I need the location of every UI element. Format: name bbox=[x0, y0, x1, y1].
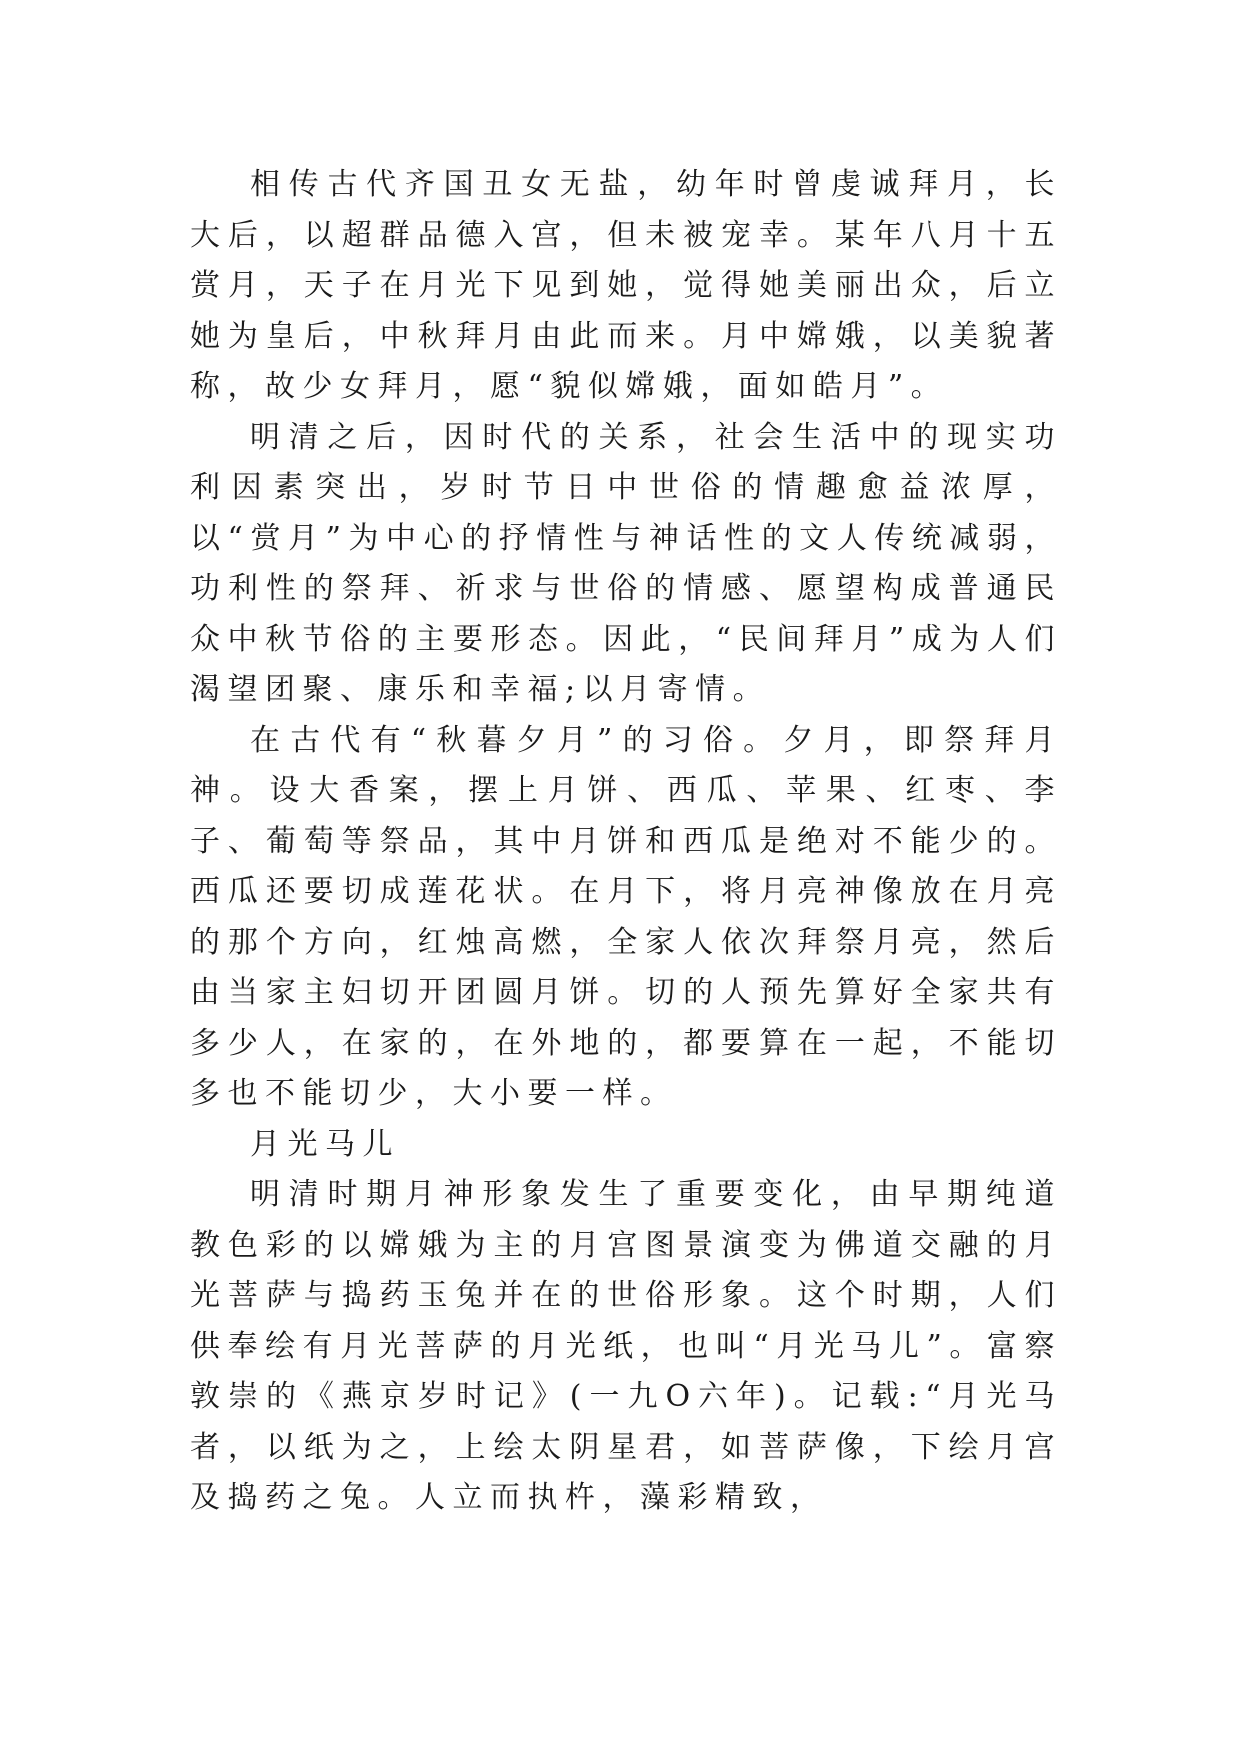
document-body bbox=[190, 160, 1062, 1524]
paragraph-autumn-moon-worship: 在古代有“秋暮夕月”的习俗。夕月，即祭拜月神。设大香案，摆上月饼、西瓜、苹果、红枣、李子、葡萄等祭品，其中月饼和西瓜是绝对不能少的。西瓜还要切成莲花状。在月下，将月亮神像放在月亮的那个方向，红烛高燃，全家人依次拜祭月亮，然后由当家主妇切开团圆月饼。切的人预先算好全家共有多少人，在家的，在外地的，都要算在一起，不能切多也不能切少，大小要一样。 bbox=[190, 722, 1062, 1111]
paragraph-ming-qing-customs: 明清之后，因时代的关系，社会生活中的现实功利因素突出，岁时节日中世俗的情趣愈益浓厚，以“赏月”为中心的抒情性与神话性的文人传统减弱，功利性的祭拜、祈求与世俗的情感、愿望构成普通民众中秋节俗的主要形态。因此，“民间拜月”成为人们渴望团聚、康乐和幸福;以月寄情。 bbox=[190, 419, 1062, 707]
paragraph-moon-paper: 明清时期月神形象发生了重要变化，由早期纯道教色彩的以嫦娥为主的月宫图景演变为佛道交融的月光菩萨与捣药玉兔并在的世俗形象。这个时期，人们供奉绘有月光菩萨的月光纸，也叫“月光马儿”。富察敦崇的《燕京岁时记》(一九O六年)。记载:“月光马者，以纸为之，上绘太阴星君，如菩萨像，下绘月宫及捣药之兔。人立而执杵，藻彩精致， bbox=[190, 1177, 1062, 1515]
paragraph-wuyan-legend: 相传古代齐国丑女无盐，幼年时曾虔诚拜月，长大后，以超群品德入宫，但未被宠幸。某年八月十五赏月，天子在月光下见到她，觉得她美丽出众，后立她为皇后，中秋拜月由此而来。月中嫦娥，以美貌著称，故少女拜月，愿“貌似嫦娥，面如皓月”。 bbox=[190, 167, 1062, 404]
section-heading: 月光马儿 bbox=[250, 1126, 400, 1162]
